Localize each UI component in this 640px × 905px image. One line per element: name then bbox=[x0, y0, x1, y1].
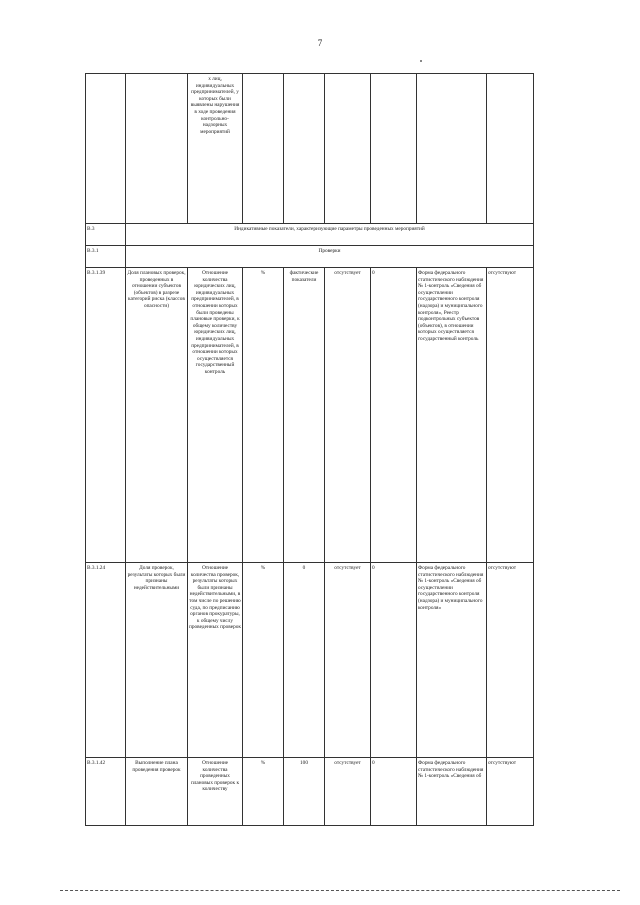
section-row bbox=[86, 224, 534, 246]
scan-speck bbox=[420, 60, 422, 62]
cell-source: Форма федерального статистического наблюдения № 1-контроль «Сведения об осуществлении государственного контроля (надзора) и муниципального контроля» bbox=[417, 563, 487, 758]
cell-description: Отношение количества юридических лиц, индивидуальных предпринимателей, в отношении которых были проведены плановые проверки, к общему количеству юридических лиц, индивидуальных предпринимателей, в отношении которых осуществляется государственный контроль bbox=[188, 268, 243, 563]
cell-description: х лиц, индивидуальных предпринимателей, у которых были выявлены нарушения в ходе проведения контрольно-надзорных мероприятий bbox=[188, 74, 243, 224]
footer-divider bbox=[60, 890, 620, 891]
cell-note: отсутствуют bbox=[487, 758, 534, 826]
cell-unit: % bbox=[243, 563, 284, 758]
cell-value: фактические показатели bbox=[284, 268, 325, 563]
cell-note: отсутствуют bbox=[487, 563, 534, 758]
cell-code: В.3.1.42 bbox=[86, 758, 126, 826]
cell-target: отсутствует bbox=[325, 563, 371, 758]
table-row bbox=[86, 268, 534, 563]
cell-value: 100 bbox=[284, 758, 325, 826]
subsection-title: Проверки bbox=[126, 246, 534, 268]
table-row bbox=[86, 758, 534, 826]
cell-col7: 0 bbox=[371, 758, 417, 826]
cell-target: отсутствует bbox=[325, 268, 371, 563]
section-title: Индикативные показатели, характеризующие параметры проведенных мероприятий bbox=[126, 224, 534, 246]
cell-description: Отношение количества проведенных плановых проверок к количеству bbox=[188, 758, 243, 826]
page-number: 7 bbox=[317, 38, 323, 48]
table-row bbox=[86, 563, 534, 758]
table-row bbox=[86, 74, 534, 224]
cell-unit: % bbox=[243, 268, 284, 563]
cell-name: Выполнение плана проведения проверок bbox=[126, 758, 188, 826]
cell-source: Форма федерального статистического наблюдения № 1-контроль «Сведения об bbox=[417, 758, 487, 826]
section-code: В.3 bbox=[86, 224, 126, 246]
cell-code: В.3.1.24 bbox=[86, 563, 126, 758]
cell-target: отсутствует bbox=[325, 758, 371, 826]
cell-unit: % bbox=[243, 758, 284, 826]
cell-col7: 0 bbox=[371, 268, 417, 563]
cell-note: отсутствуют bbox=[487, 268, 534, 563]
subsection-row bbox=[86, 246, 534, 268]
cell-name: Доля проверок, результаты которых были признаны недействительными bbox=[126, 563, 188, 758]
cell-source: Форма федерального статистического наблюдения № 1-контроль «Сведения об осуществлении государственного контроля (надзора) и муниципального контроля», Реестр подконтрольных субъектов (объектов), в отношении которых осуществляется государственный контроль bbox=[417, 268, 487, 563]
subsection-code: В.3.1 bbox=[86, 246, 126, 268]
indicator-table bbox=[85, 73, 534, 826]
cell-description: Отношение количества проверок, результаты которых были признаны недействительными, в том числе по решению суда, по предписанию органов прокуратуры, к общему числу проведенных проверок bbox=[188, 563, 243, 758]
cell-col7: 0 bbox=[371, 563, 417, 758]
cell-code: В.3.1.39 bbox=[86, 268, 126, 563]
cell-value: 0 bbox=[284, 563, 325, 758]
cell-name: Доля плановых проверок, проведенных в отношении субъектов (объектов) в разрезе категорий риска (классов опасности) bbox=[126, 268, 188, 563]
